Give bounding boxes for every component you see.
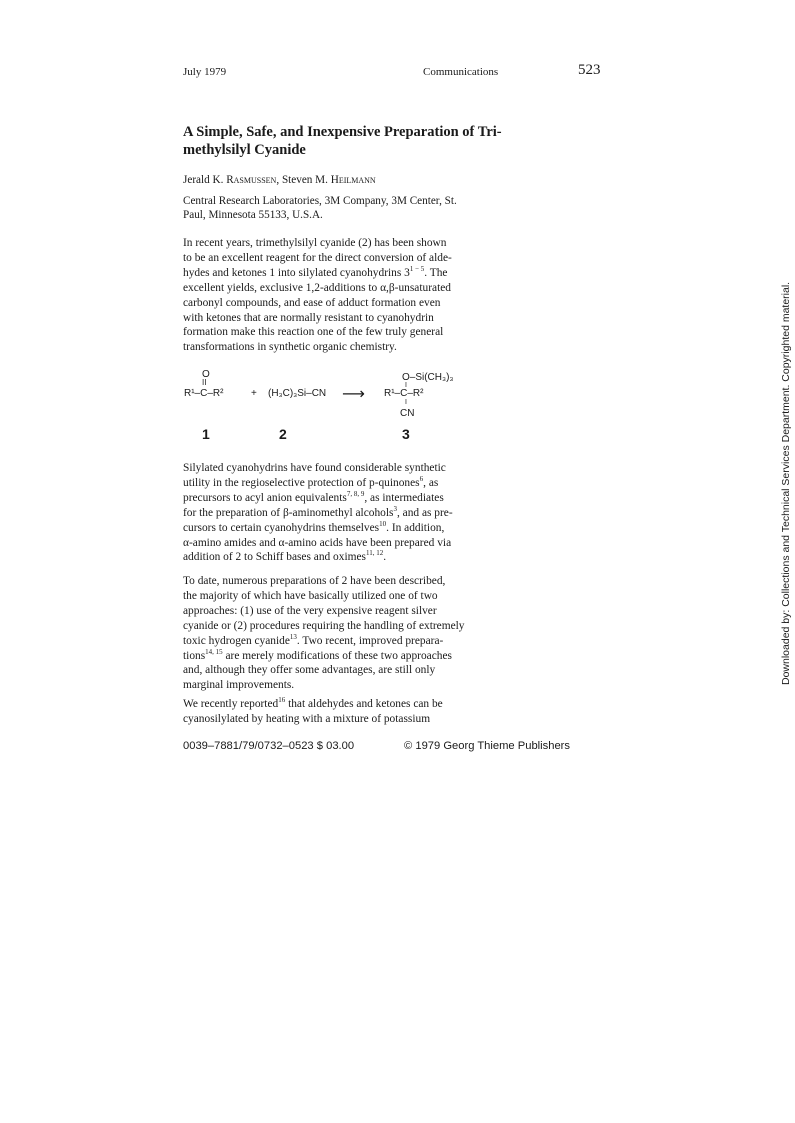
text-line: and, although they offer some advantages, are still only — [183, 664, 436, 677]
text-line: cursors to certain cyanohydrins themselves$^{10}$. In addition, — [183, 519, 445, 534]
single-bond: I — [405, 399, 407, 406]
text-line: formation make this reaction one of the few truly general — [183, 326, 444, 339]
cyano-group: CN — [400, 408, 415, 419]
reference: 6 — [419, 475, 424, 484]
text-line: to be an excellent reagent for the direct conversion of alde- — [183, 251, 452, 264]
text-line: carbonyl compounds, and ease of adduct formation even — [183, 296, 441, 309]
affiliation-line: Central Research Laboratories, 3M Company, 3M Center, St. — [183, 195, 457, 207]
page-number: 523 — [578, 62, 601, 78]
text-line: cyanide or (2) procedures requiring the handling of extremely — [183, 619, 465, 632]
author-1-first: Jerald K. — [183, 174, 227, 186]
product-3: R¹–C–R² — [384, 388, 424, 399]
text-line: addition of 2 to Schiff bases and oximes$^{11, 12}$. — [183, 549, 387, 564]
reactant-2: (H₃C)₃Si–CN — [268, 388, 327, 399]
text-line: marginal improvements. — [183, 679, 295, 692]
text-line: To date, numerous preparations of 2 have been described, — [183, 575, 446, 587]
product-substituent: O–Si(CH₃)₃ — [402, 372, 454, 383]
text-line: for the preparation of β-aminomethyl alcohols$^3$, and as pre- — [183, 504, 453, 519]
title-line-1: A Simple, Safe, and Inexpensive Preparation of Tri- — [183, 124, 502, 140]
reference: 14, 15 — [205, 647, 223, 656]
carbonyl-oxygen: O — [202, 369, 210, 380]
compound-label-2: 2 — [279, 426, 287, 442]
header-section: Communications — [423, 66, 499, 78]
reference: 3 — [393, 504, 397, 513]
reference: 13 — [289, 632, 297, 641]
text-line: We recently reported$^{16}$ that aldehydes and ketones can be — [183, 696, 443, 710]
reference: 16 — [278, 696, 286, 705]
reference: 7, 8, 9 — [346, 490, 365, 499]
header-date: July 1979 — [183, 66, 227, 78]
single-bond: I — [405, 382, 407, 389]
compound-label-1: 1 — [202, 426, 210, 442]
text-line: approaches: (1) use of the very expensive reagent silver — [183, 604, 437, 617]
reaction-scheme — [180, 368, 500, 444]
author-list — [183, 174, 376, 186]
plus-sign: + — [251, 388, 257, 399]
text-line: transformations in synthetic organic chemistry. — [183, 341, 397, 354]
author-1-last: Rasmussen — [226, 174, 277, 186]
footer-copyright: © 1979 Georg Thieme Publishers — [404, 740, 570, 752]
text-line: excellent yields, exclusive 1,2-additions to α,β-unsaturated — [183, 281, 451, 294]
paragraph-recent-work — [183, 697, 493, 727]
text-line: precursors to acyl anion equivalents$^{7, 8, 9}$, as intermediates — [183, 490, 444, 504]
reaction-arrow: ⟶ — [342, 386, 365, 403]
reference: 11, 12 — [365, 549, 384, 558]
article-title — [183, 123, 513, 159]
author-2-last: Heilmann — [330, 174, 376, 186]
footer-code: 0039–7881/79/0732–0523 $ 03.00 — [183, 740, 355, 752]
text-line: cyanosilylated by heating with a mixture of potassium — [183, 712, 431, 725]
text-line: toxic hydrogen cyanide$^{13}$. Two recent, improved prepara- — [183, 632, 444, 647]
author-separator: , — [276, 174, 282, 186]
reference: 10 — [379, 519, 387, 528]
text-line: In recent years, trimethylsilyl cyanide (2) has been shown — [183, 237, 447, 249]
text-line: hydes and ketones 1 into silylated cyanohydrins $3^{1 - 5}$. The — [183, 265, 448, 279]
paragraph-intro — [183, 236, 493, 355]
title-line-2: methylsilyl Cyanide — [183, 142, 306, 158]
text-line: Silylated cyanohydrins have found considerable synthetic — [183, 462, 446, 474]
affiliation — [183, 194, 503, 222]
text-line: the majority of which have basically utilized one of two — [183, 589, 438, 602]
text-line: with ketones that are normally resistant to cyanohydrin — [183, 311, 434, 324]
text-line: tions$^{14, 15}$ are merely modifications of these two approaches — [183, 647, 452, 662]
reference: 1 − 5 — [409, 265, 425, 274]
author-2-first: Steven M. — [281, 174, 331, 186]
affiliation-line: Paul, Minnesota 55133, U.S.A. — [183, 209, 323, 221]
text-line: utility in the regioselective protection of p-quinones$^6$, as — [183, 475, 439, 489]
download-notice: Downloaded by: Collections and Technical Services Department. Copyrighted material. — [780, 281, 792, 685]
paragraph-prior-methods — [183, 574, 493, 693]
text-line: α-amino amides and α-amino acids have been prepared via — [183, 536, 452, 549]
double-bond: II — [202, 378, 207, 387]
reactant-1: R¹–C–R² — [184, 388, 224, 399]
paragraph-uses — [183, 461, 493, 565]
compound-label-3: 3 — [402, 426, 410, 442]
